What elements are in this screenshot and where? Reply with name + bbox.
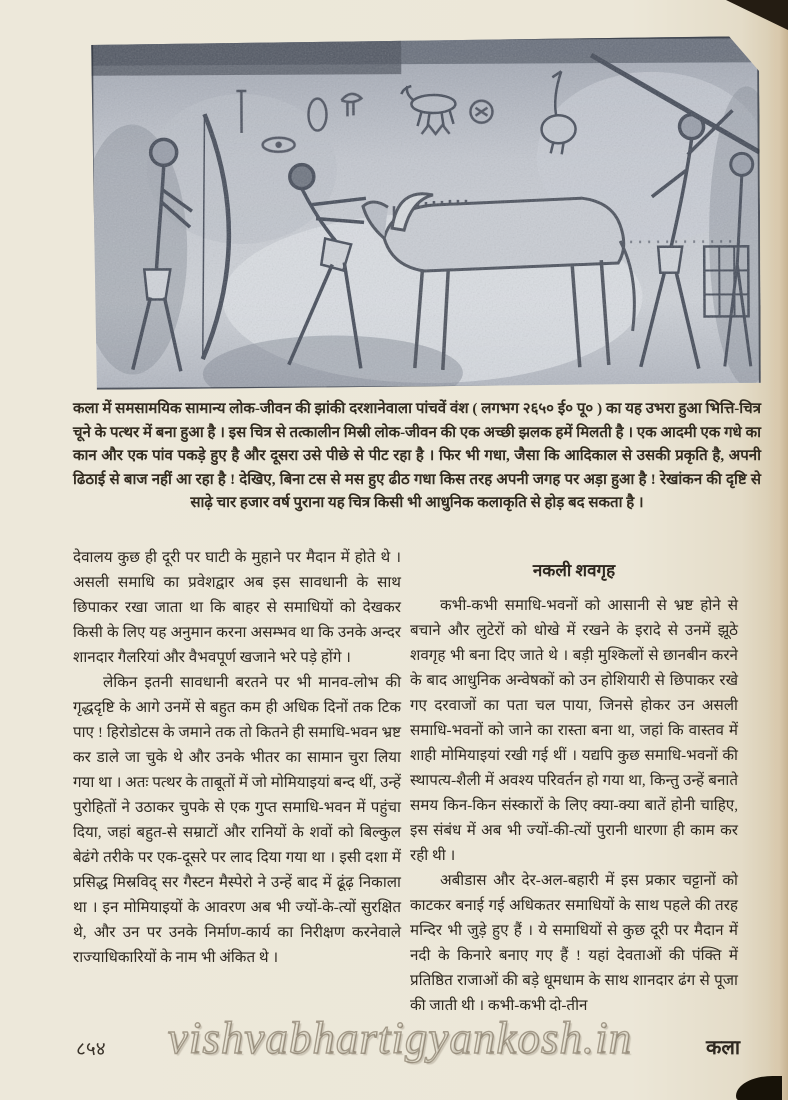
right-paragraph-2: अबीडास और देर-अल-बहारी में इस प्रकार चट्टानों को काटकर बनाई गई अधिकतर समाधियों के साथ पहले की तरह मन्दिर भी जुड़े हुए हैं । ये समाधियों से कुछ दूरी पर मैदान में नदी के किनारे बनाए गए हैं ! यहां देवताओं की पंक्ति में प्रतिष्ठित राजाओं की बड़े धूमधाम के साथ शानदार ढंग से पूजा की जाती थी । कभी-कभी दो-तीन [410,872,738,1014]
figure-caption: कला में समसामयिक सामान्य लोक-जीवन की झांकी दरशानेवाला पांचवें वंश ( लगभग २६५० ई० पू० ) का यह उभरा हुआ भित्ति-चित्र चूने के पत्थर में बना हुआ है । इस चित्र से तत्कालीन मिस्री लोक-जीवन की एक अच्छी झलक हमें मिलती है । एक आदमी एक गधे का कान और एक पांव पकड़े हुए है और दूसरा उसे पीछे से पीट रहा है । फिर भी गधा, जैसा कि आदिकाल से उसकी प्रकृति है, अपनी ढिठाई से बाज नहीं आ रहा है ! देखिए, बिना टस से मस हुए ढीठ गधा किस तरह अपनी जगह पर अड़ा हुआ है ! रेखांकन की दृष्टि से साढ़े चार हजार वर्ष पुराना यह चित्र किसी भी आधुनिक कलाकृति से होड़ बद सकता है । [73,401,761,511]
egyptian-relief-illustration [91,36,761,389]
right-paragraph-1: कभी-कभी समाधि-भवनों को आसानी से भ्रष्ट होने से बचाने और लुटेरों को धोखे में रखने के इरादे से उनमें झूठे शवगृह भी बना दिए जाते थे । बड़ी मुश्किलों से छानबीन करने के बाद आधुनिक अन्वेषकों को उन होशियारी से छिपाकर रखे गए दरवाजों का पता चल पाया, जिनसे होकर उन असली समाधि-भवनों को जाने का रास्ता बना था, जहां कि वास्तव में शाही मोमियाइयां रखी गई थीं । यद्यपि कुछ समाधि-भवनों की स्थापत्य-शैली में अवश्य परिवर्तन हो गया था, किन्तु उन्हें बनाते समय किन-किन संस्कारों के लिए क्या-क्या बातें होनी चाहिए, इस संबंध में अब भी ज्यों-की-त्यों पुरानी धारणा ही काम कर रही थी । [410,597,738,864]
page-number: ८५४ [76,1039,106,1060]
right-column [410,558,738,1018]
relief-photo [91,36,761,389]
site-watermark: vishvabhartigyankosh.in [167,1013,633,1063]
page-curl-shadow [736,1076,782,1100]
left-paragraph-2: लेकिन इतनी सावधानी बरतने पर भी मानव-लोभ की गृद्धदृष्टि के आगे उनमें से बहुत कम ही अधिक दिनों तक टिक पाए ! हिरोडोटस के जमाने तक तो कितने ही समाधि-भवन भ्रष्ट कर डाले जा चुके थे और उनके भीतर का सामान चुरा लिया गया था । अतः पत्थर के ताबूतों में जो मोमियाइयां बन्द थीं, उन्हें पुरोहितों ने उठाकर चुपके से एक गुप्त समाधि-भवन में पहुंचा दिया, जहां बहुत-से सम्राटों और रानियों के शवों को बिल्कुल बेढंगे तरीके पर एक-दूसरे पर लाद दिया गया था । इसी दशा में प्रसिद्ध मिस्रविद् सर गैस्टन मैस्पेरो ने उन्हें बाद में ढूंढ़ निकाला था । इन मोमियाइयों के आवरण अब भी ज्यों-के-त्यों सुरक्षित थे, और उन पर उनके निर्माण-कार्य का निरीक्षण करनेवाले राज्याधिकारियों के नाम भी अंकित थे । [73,674,401,966]
section-heading: नकली शवगृह [532,561,616,580]
left-paragraph-1: देवालय कुछ ही दूरी पर घाटी के मुहाने पर मैदान में होते थे । असली समाधि का प्रवेशद्वार अब इस सावधानी के साथ छिपाकर रखा जाता था कि बाहर से समाधियों को देखकर किसी के लिए यह अनुमान करना असम्भव था कि उनके अन्दर शानदार गैलरियां और वैभवपूर्ण खजाने भरे पड़े होंगे । [73,549,401,666]
corner-shadow [726,0,788,30]
left-column [73,545,401,970]
section-label: कला [706,1037,741,1059]
photo-grain [91,36,761,389]
page-edge-shadow [768,0,788,1100]
